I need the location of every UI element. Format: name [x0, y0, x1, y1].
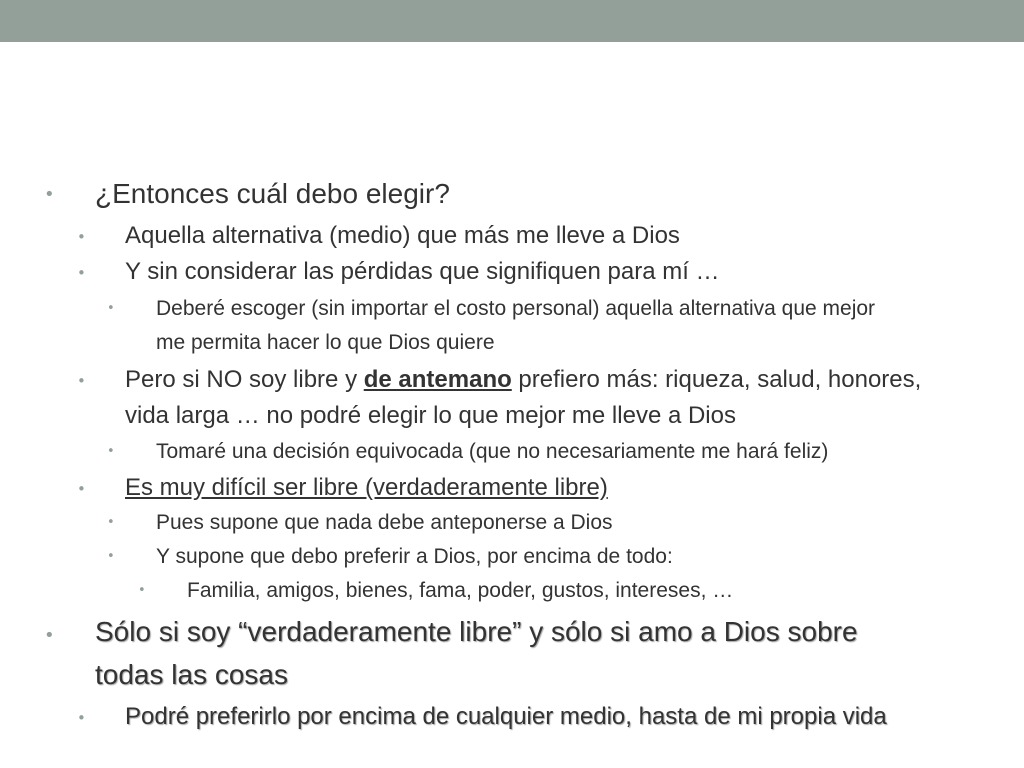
bullet-dot-icon: • — [107, 515, 115, 530]
bullet-text-line2: me permita hacer lo que Dios quiere — [156, 331, 495, 354]
bullet-text: Y sin considerar las pérdidas que signifiquen para mí … — [125, 258, 720, 285]
bullet-text-line2: todas las cosas — [95, 659, 288, 690]
bullet-text: Aquella alternativa (medio) que más me lleve a Dios — [125, 222, 680, 249]
bullet-text: Y supone que debo preferir a Dios, por encima de todo: — [156, 545, 673, 568]
bullet-text-line1: Deberé escoger (sin importar el costo personal) aquella alternativa que mejor — [156, 297, 876, 320]
bullet-dot-icon: • — [107, 444, 115, 459]
bullet-dot-icon: • — [44, 184, 55, 205]
bullet-dot-icon: • — [107, 301, 115, 316]
bullet-text-line1: Sólo si soy “verdaderamente libre” y sólo si amo a Dios sobre — [95, 616, 858, 647]
bullet-dot-icon: • — [77, 372, 86, 390]
text-prefix: Pero si NO soy libre y — [125, 366, 364, 393]
text-suffix: prefiero más: riqueza, salud, honores, — [511, 366, 922, 393]
bullet-dot-icon: • — [138, 583, 146, 598]
bullet-text: Pues supone que nada debe anteponerse a Dios — [156, 511, 613, 534]
bullet-dot-icon: • — [77, 480, 86, 498]
bullet-dot-icon: • — [107, 549, 115, 564]
bullet-dot-icon: • — [77, 264, 86, 282]
bullet-text: ¿Entonces cuál debo elegir? — [95, 178, 450, 209]
bullet-dot-icon: • — [77, 228, 86, 246]
bullet-dot-icon: • — [44, 625, 55, 646]
bullet-text: Tomaré una decisión equivocada (que no necesariamente me hará feliz) — [156, 440, 829, 463]
bullet-text: Podré preferirlo por encima de cualquier medio, hasta de mi propia vida — [125, 703, 887, 730]
bullet-text: Familia, amigos, bienes, fama, poder, gustos, intereses, … — [187, 579, 734, 602]
emphasis-text: de antemano — [363, 366, 512, 393]
bullet-text-line1 — [125, 366, 921, 394]
bullet-text-line2: vida larga … no podré elegir lo que mejor me lleve a Dios — [125, 402, 736, 429]
bullet-text: Es muy difícil ser libre (verdaderamente libre) — [125, 474, 608, 501]
bullet-dot-icon: • — [77, 709, 86, 727]
